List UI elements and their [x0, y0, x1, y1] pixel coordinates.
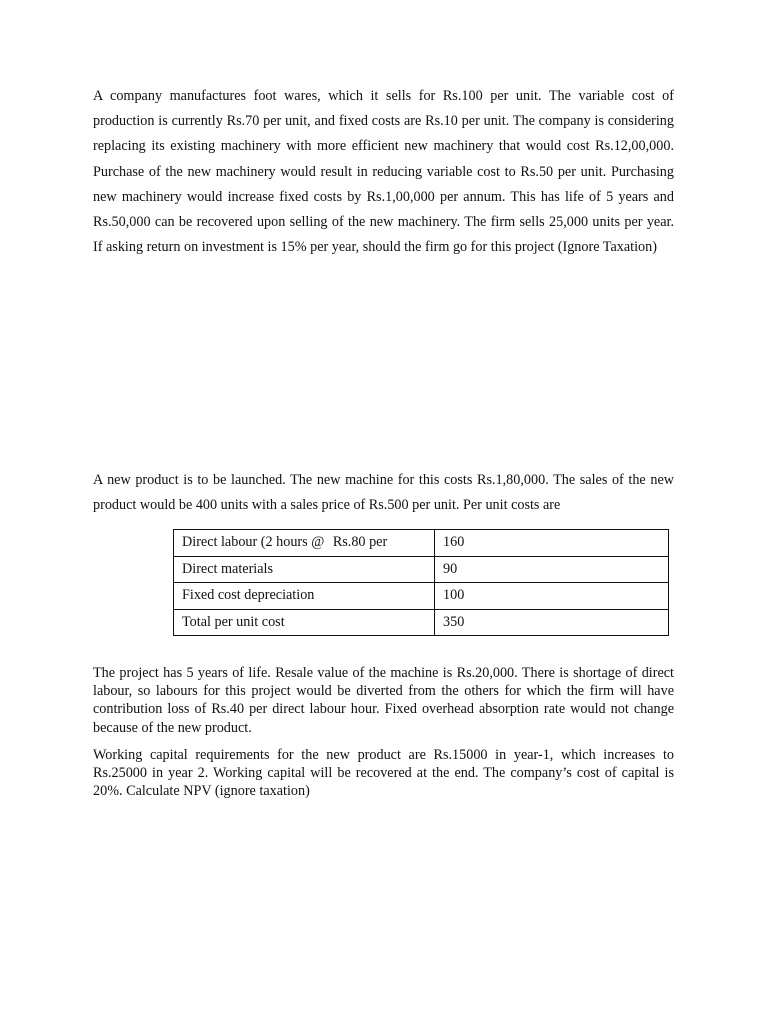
table-row: [174, 583, 669, 610]
cost-label: Direct labour (2 hours @: [182, 534, 325, 551]
cost-label-cell: [174, 530, 435, 557]
question-2-intro-paragraph: A new product is to be launched. The new machine for this costs Rs.1,80,000. The sales of the new product would be 400 units with a sales price of Rs.500 per unit. Per unit costs are: [93, 472, 674, 514]
cost-label-cell: Total per unit cost: [174, 609, 435, 636]
table-row: [174, 530, 669, 557]
cost-value-cell: 100: [435, 583, 669, 610]
per-unit-cost-table: [173, 529, 669, 636]
question-1-paragraph: A company manufactures foot wares, which it sells for Rs.100 per unit. The variable cost of production is currently Rs.70 per unit, and fixed costs are Rs.10 per unit. The company is considering replacing its existing machinery with more efficient new machinery that would cost Rs.12,00,000. Purchase of the new machinery would result in reducing variable cost to Rs.50 per unit. Purchasing new machinery would increase fixed costs by Rs.1,00,000 per annum. This has life of 5 years and Rs.50,000 can be recovered upon selling of the new machinery. The firm sells 25,000 units per year. If asking return on investment is 15% per year, should the firm go for this project (Ignore Taxation): [93, 88, 674, 256]
cost-label-rate: Rs.80 per: [332, 534, 388, 551]
cost-value-cell: 350: [435, 609, 669, 636]
question-2-working-capital-paragraph: Working capital requirements for the new product are Rs.15000 in year-1, which increases to Rs.25000 in year 2. Working capital will be recovered at the end. The company’s cost of capital is 20%. Calculate NPV (ignore taxation): [93, 747, 674, 800]
cost-value-cell: 90: [435, 556, 669, 583]
table-row: [174, 556, 669, 583]
cost-value-cell: 160: [435, 530, 669, 557]
table-row: [174, 609, 669, 636]
cost-label-cell: Fixed cost depreciation: [174, 583, 435, 610]
question-2-details-paragraph: The project has 5 years of life. Resale value of the machine is Rs.20,000. There is shortage of direct labour, so labours for this project would be diverted from the others for which the firm will have contribution loss of Rs.40 per direct labour hour. Fixed overhead absorption rate would not change because of the new product.: [93, 665, 674, 736]
cost-label-cell: Direct materials: [174, 556, 435, 583]
